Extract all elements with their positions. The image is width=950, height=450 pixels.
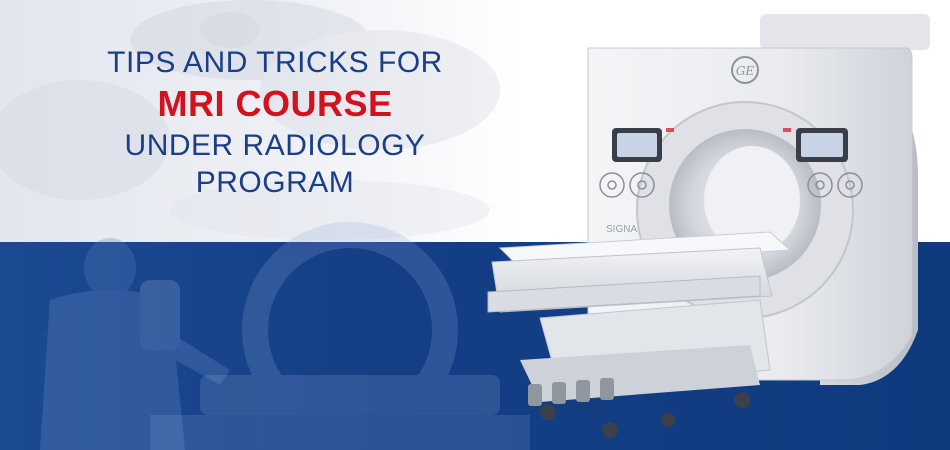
right-indicator xyxy=(783,128,791,132)
model-label: SIGNA xyxy=(606,224,638,235)
left-indicator xyxy=(666,128,674,132)
ge-logo-text: GE xyxy=(735,64,755,78)
headline-accent: MRI COURSE xyxy=(157,83,393,124)
gantry-top-cap xyxy=(760,14,930,50)
headline-line-4: PROGRAM xyxy=(195,166,355,199)
mri-machine-image xyxy=(480,0,950,450)
left-display-screen xyxy=(617,133,657,157)
faded-scanner xyxy=(150,235,530,450)
headline xyxy=(60,44,490,201)
right-display-screen xyxy=(801,133,843,157)
headline-line-1: TIPS AND TRICKS FOR xyxy=(107,46,443,79)
headline-line-3: UNDER RADIOLOGY xyxy=(124,129,426,162)
